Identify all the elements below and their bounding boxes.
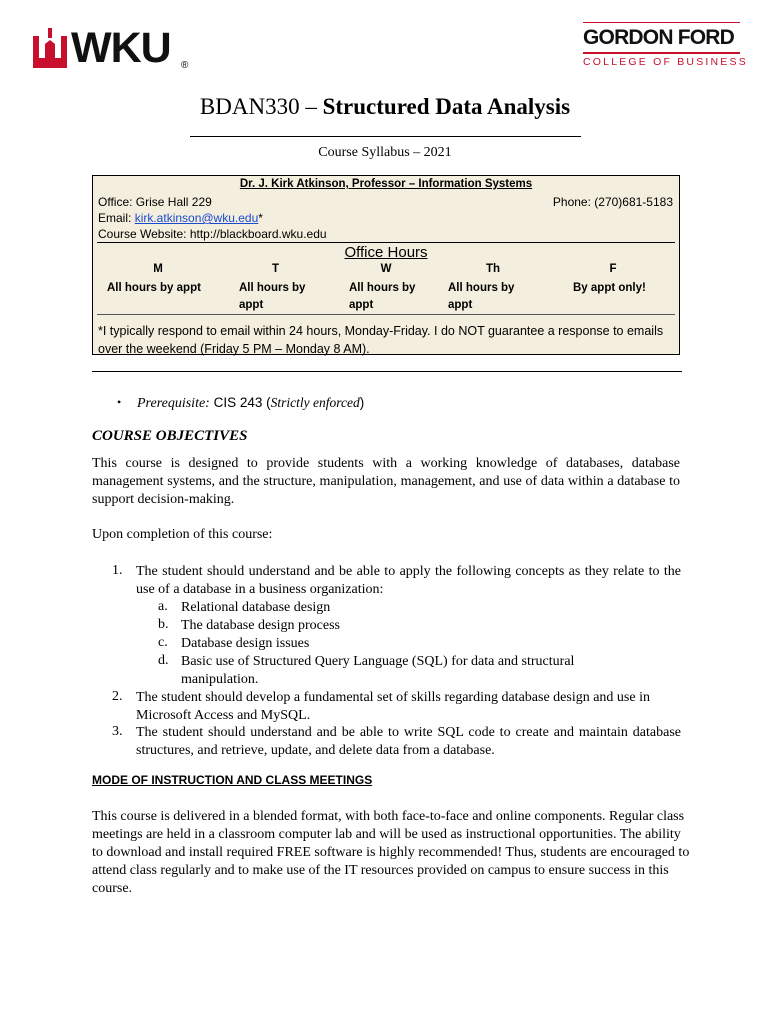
day-header-th: Th — [485, 263, 501, 275]
office-hours-title: Office Hours — [344, 244, 428, 261]
logo-top-rule — [583, 22, 740, 23]
wku-wordmark: WKU — [71, 24, 171, 72]
list-number: 1. — [112, 563, 123, 578]
objectives-heading: COURSE OBJECTIVES — [92, 428, 248, 444]
email-line — [98, 211, 263, 225]
wku-flag-icon — [33, 28, 67, 68]
email-link[interactable]: kirk.atkinson@wku.edu — [134, 211, 259, 225]
mode-paragraph: This course is delivered in a blended format, with both face-to-face and online components. Regular class meetings are held in a classroom computer lab and will be used as instructional opportunities. The ability to download and install required FREE software is highly recommended! Thus, students are encouraged to attend class regularly and to make use of the IT resources provided on campus to ensure success in this course. — [92, 809, 690, 896]
objectives-intro: This course is designed to provide students with a working knowledge of databases, database management systems, and the structure, manipulation, management, and use of data within a database to support decision-making. — [92, 456, 680, 507]
divider — [97, 314, 675, 315]
day-header-t: T — [271, 263, 280, 275]
prerequisite-course: CIS 243 ( — [209, 395, 271, 410]
logo-rule — [583, 52, 740, 54]
day-header-f: F — [609, 263, 617, 275]
registered-mark: ® — [181, 60, 189, 71]
sub-item-d: Basic use of Structured Query Language (SQL) for data and structural manipulation. — [181, 654, 575, 687]
hours-t: All hours by appt — [239, 282, 306, 311]
divider — [97, 242, 675, 243]
hours-f: By appt only! — [573, 282, 646, 294]
list-number: 2. — [112, 689, 123, 704]
email-response-note: *I typically respond to email within 24 hours, Monday-Friday. I do NOT guarantee a response to emails over the weekend (Friday 5 PM – Monday 8 AM). — [98, 324, 664, 356]
office-location: Office: Grise Hall 229 — [98, 195, 212, 209]
college-of-business-text: COLLEGE OF BUSINESS — [583, 56, 748, 68]
objective-3: The student should understand and be able to write SQL code to create and maintain database structures, and retrieve, update, and delete data from a database. — [136, 725, 681, 758]
page-title — [0, 94, 770, 120]
course-name: Structured Data Analysis — [322, 94, 571, 119]
day-header-m: M — [153, 263, 163, 275]
mode-heading: MODE OF INSTRUCTION AND CLASS MEETINGS — [92, 773, 373, 787]
sub-item-c: Database design issues — [181, 636, 310, 651]
phone-number: Phone: (270)681-5183 — [552, 195, 673, 209]
instructor-name: Dr. J. Kirk Atkinson, Professor – Information Systems — [239, 178, 533, 190]
objective-2: The student should develop a fundamental set of skills regarding database design and use in Microsoft Access and MySQL. — [136, 690, 650, 723]
course-website: Course Website: http://blackboard.wku.edu — [98, 227, 327, 241]
hours-th: All hours by appt — [448, 282, 515, 311]
sub-letter: c. — [158, 635, 168, 650]
sub-item-a: Relational database design — [181, 600, 331, 615]
prerequisite-label: Prerequisite: — [137, 396, 210, 411]
title-underline — [190, 136, 581, 137]
prerequisite-close: ) — [359, 395, 365, 410]
sub-letter: b. — [158, 617, 169, 632]
gordon-ford-wordmark: GORDON FORD — [583, 26, 735, 49]
prerequisite-strict: Strictly enforced — [270, 395, 360, 410]
objectives-upon: Upon completion of this course: — [92, 527, 273, 542]
course-code: BDAN330 – — [199, 94, 323, 119]
syllabus-subtitle: Course Syllabus – 2021 — [318, 145, 452, 160]
bullet: • — [117, 395, 122, 409]
wku-logo — [33, 24, 193, 78]
prerequisite-line — [137, 395, 364, 412]
section-divider — [92, 371, 682, 372]
email-label: Email: — [98, 211, 135, 225]
objective-1: The student should understand and be able to apply the following concepts as they relate to the use of a database in a business organization: — [136, 564, 681, 597]
sub-item-b: The database design process — [181, 618, 340, 633]
day-header-w: W — [380, 263, 392, 275]
hours-w: All hours by appt — [349, 282, 416, 311]
list-number: 3. — [112, 724, 123, 739]
instructor-info-box — [92, 175, 680, 355]
hours-m: All hours by appt — [107, 282, 201, 294]
sub-letter: d. — [158, 653, 169, 668]
email-asterisk: * — [258, 211, 263, 225]
sub-letter: a. — [158, 599, 168, 614]
